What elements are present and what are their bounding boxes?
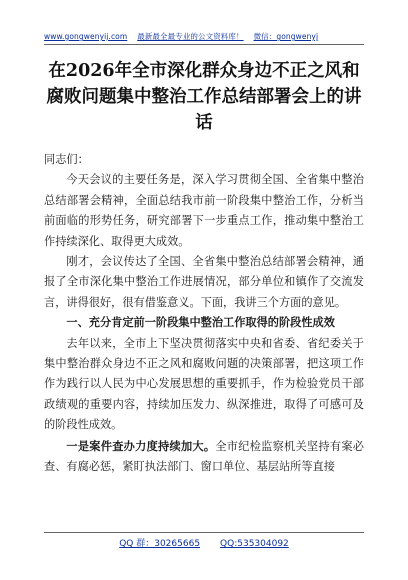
qq-group-link[interactable]: QQ 群：30265665 xyxy=(119,539,201,549)
qq-contact-link[interactable]: QQ:535304092 xyxy=(220,539,289,549)
slogan-link[interactable]: 最新最全最专业的公文资料库！ xyxy=(137,32,244,41)
paragraph-3: 去年以来，全市上下坚决贯彻落实中央和省委、省纪委关于集中整治群众身边不正之风和腐败问题的决策部署，把这项工作作为践行以人民为中心发展思想的重要抓手，作为检验党员干部政绩观的重要内容，持续加压发力、纵深推进，取得了可感可及的阶段性成效。 xyxy=(44,336,364,432)
salutation: 同志们： xyxy=(44,153,89,166)
header-divider xyxy=(44,44,364,45)
footer-bar xyxy=(44,536,364,549)
paragraph-4-text: 全市纪检监察机关坚持有案必查、有腐必惩，紧盯执法部门、窗口单位、基层站所等直接 xyxy=(44,439,364,474)
section-heading-1: 一、充分肯定前一阶段集中整治工作取得的阶段性成效 xyxy=(66,316,335,330)
paragraph-4-lead: 一是案件查办力度持续加大。 xyxy=(66,438,216,453)
paragraph-1: 今天会议的主要任务是，深入学习贯彻全国、全省集中整治总结部署会精神，全面总结我市前一阶段集中整治工作，分析当前面临的形势任务，研究部署下一步重点工作，推动集中整治工作持续深化、取得更大成效。 xyxy=(44,173,364,248)
document-title: 在2026年全市深化群众身边不正之风和腐败问题集中整治工作总结部署会上的讲话 xyxy=(46,61,362,133)
wechat-link[interactable]: 微信：gongwenyj xyxy=(253,32,319,41)
paragraph-4 xyxy=(44,436,364,478)
document-body xyxy=(44,150,364,478)
header-bar xyxy=(44,31,364,42)
paragraph-2: 刚才，会议传达了全国、全省集中整治总结部署会精神，通报了全市深化集中整治工作进展情况，部分单位和镇作了交流发言，讲得很好，很有借鉴意义。下面，我讲三个方面的意见。 xyxy=(44,255,364,309)
footer-divider xyxy=(44,532,364,533)
site-link[interactable]: www.gongwenyij.com xyxy=(44,32,128,41)
